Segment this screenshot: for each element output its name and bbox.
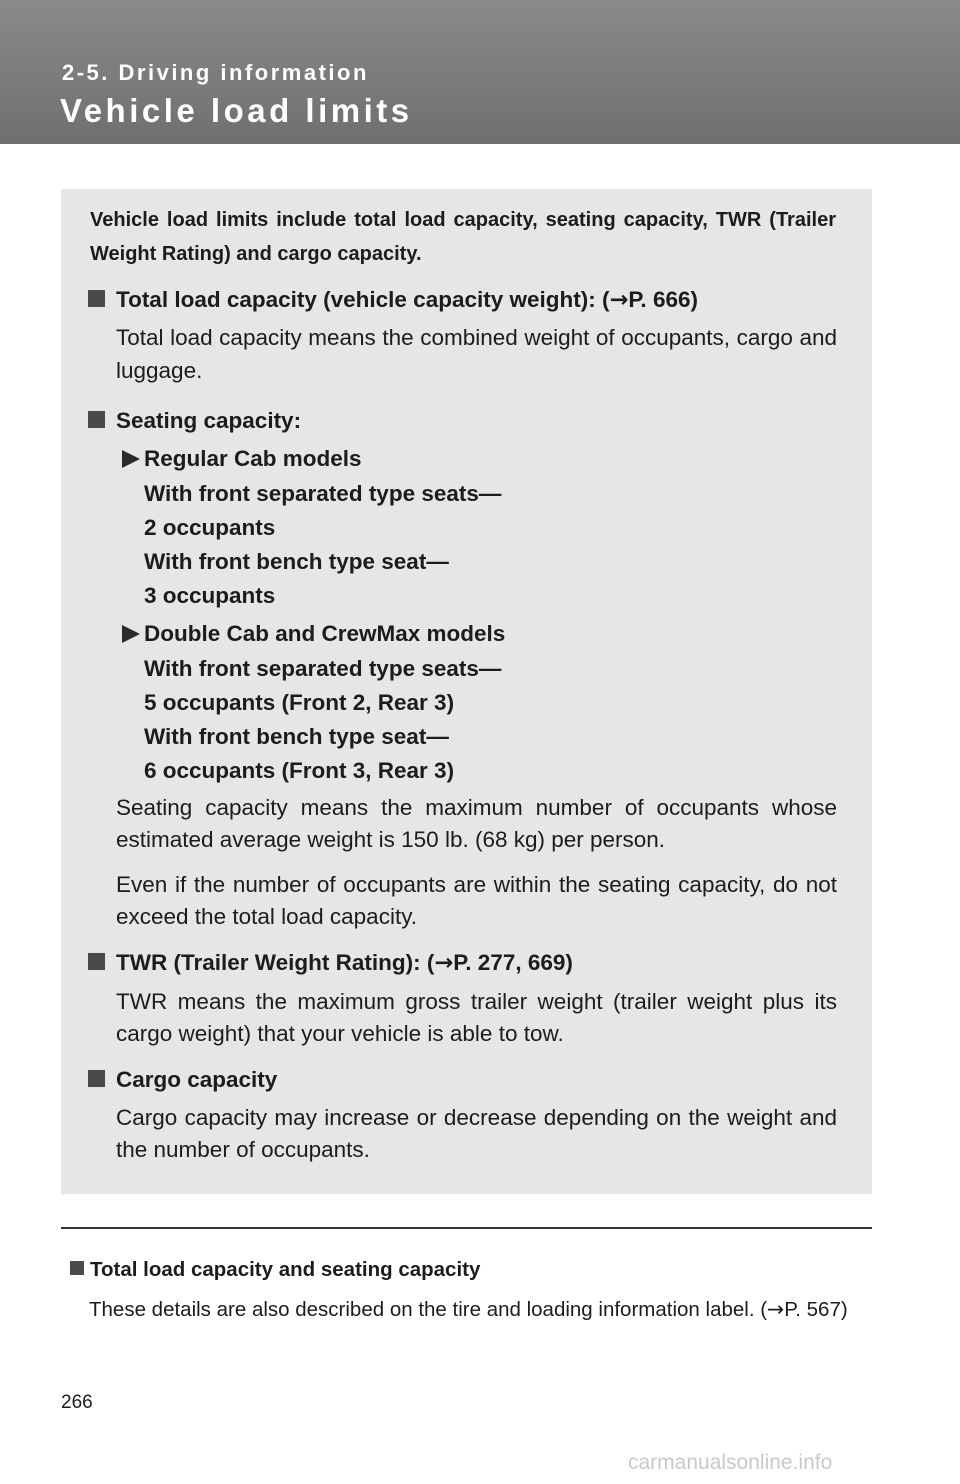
note-body-text: These details are also described on the tire and loading information label. ( bbox=[89, 1298, 768, 1321]
total-load-page-ref[interactable]: P. 666) bbox=[628, 287, 698, 312]
seating-body-note: Even if the number of occupants are within the seating capacity, do not exceed the total load capacity. bbox=[116, 872, 837, 929]
seating-body: Seating capacity means the maximum number of occupants whose estimated average weight is 150 lb. (68 kg) per person. bbox=[116, 795, 837, 852]
double-cab-line: 5 occupants (Front 2, Rear 3) bbox=[144, 690, 455, 715]
right-arrow-icon: → bbox=[609, 287, 629, 313]
note-heading-text: Total load capacity and seating capacity bbox=[90, 1258, 481, 1281]
note-heading bbox=[70, 1256, 480, 1284]
divider bbox=[61, 1227, 872, 1229]
regular-cab-line: With front bench type seat— bbox=[144, 549, 449, 574]
section-label: 2-5. Driving information bbox=[62, 60, 369, 85]
note-body bbox=[89, 1294, 861, 1325]
right-arrow-icon: → bbox=[767, 1297, 785, 1321]
regular-cab-line: 2 occupants bbox=[144, 515, 276, 540]
page-number: 266 bbox=[61, 1392, 93, 1413]
square-bullet-icon bbox=[88, 290, 105, 307]
right-arrow-icon: → bbox=[434, 950, 454, 976]
cargo-heading-text: Cargo capacity bbox=[116, 1067, 278, 1092]
double-cab-line: With front bench type seat— bbox=[144, 724, 449, 749]
page-header bbox=[0, 0, 960, 144]
watermark: carmanualsonline.info bbox=[628, 1451, 833, 1474]
triangle-bullet-icon bbox=[122, 450, 140, 468]
double-cab-line: 6 occupants (Front 3, Rear 3) bbox=[144, 758, 455, 783]
page-title: Vehicle load limits bbox=[60, 92, 413, 129]
seating-heading bbox=[88, 406, 301, 436]
note-page-ref[interactable]: P. 567) bbox=[784, 1298, 848, 1321]
regular-cab-title bbox=[122, 444, 362, 474]
twr-body: TWR means the maximum gross trailer weight (trailer weight plus its cargo weight) that your vehicle is able to tow. bbox=[116, 989, 837, 1046]
twr-heading bbox=[88, 948, 573, 978]
square-bullet-icon bbox=[70, 1261, 84, 1275]
square-bullet-icon bbox=[88, 1070, 105, 1087]
total-load-heading bbox=[88, 285, 698, 315]
cargo-heading bbox=[88, 1065, 277, 1095]
double-cab-title bbox=[122, 619, 505, 649]
seating-heading-text: Seating capacity: bbox=[116, 408, 302, 433]
regular-cab-line: With front separated type seats— bbox=[144, 481, 502, 506]
twr-page-ref[interactable]: P. 277, 669) bbox=[453, 950, 573, 975]
square-bullet-icon bbox=[88, 953, 105, 970]
regular-cab-title-text: Regular Cab models bbox=[144, 446, 362, 471]
cargo-body: Cargo capacity may increase or decrease depending on the weight and the number of occupants. bbox=[116, 1105, 837, 1162]
square-bullet-icon bbox=[88, 411, 105, 428]
total-load-heading-text: Total load capacity (vehicle capacity weight): ( bbox=[116, 287, 610, 312]
total-load-body: Total load capacity means the combined weight of occupants, cargo and luggage. bbox=[116, 325, 837, 383]
double-cab-title-text: Double Cab and CrewMax models bbox=[144, 621, 506, 646]
double-cab-line: With front separated type seats— bbox=[144, 656, 502, 681]
twr-heading-text: TWR (Trailer Weight Rating): ( bbox=[116, 950, 435, 975]
regular-cab-line: 3 occupants bbox=[144, 583, 276, 608]
intro-text: Vehicle load limits include total load capacity, seating capacity, TWR (Trailer Weight Rating) and cargo capacity. bbox=[90, 209, 836, 265]
triangle-bullet-icon bbox=[122, 625, 140, 643]
